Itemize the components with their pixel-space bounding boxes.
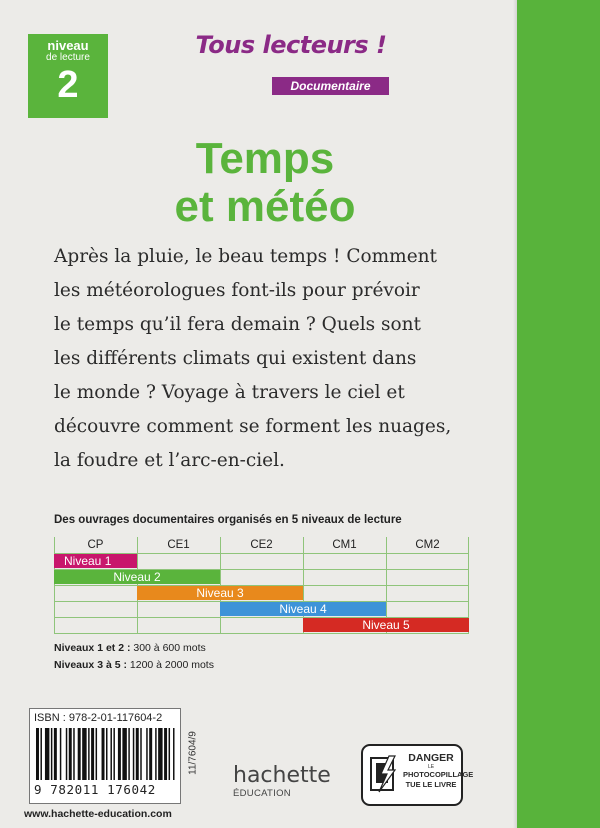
publisher-name: hachette bbox=[233, 763, 331, 788]
barcode-stripe bbox=[110, 728, 111, 780]
isbn-text: ISBN : 978-2-01-117604-2 bbox=[34, 712, 163, 724]
barcode-stripe bbox=[36, 728, 39, 780]
word-count-label: Niveaux 1 et 2 : bbox=[54, 642, 131, 654]
barcode-stripe bbox=[45, 728, 49, 780]
barcode-stripe bbox=[66, 728, 67, 780]
badge-level-number: 2 bbox=[57, 64, 79, 106]
level-bar-4: Niveau 4 bbox=[220, 602, 386, 616]
level-bar-1: Niveau 1 bbox=[54, 554, 137, 568]
barcode-stripe bbox=[164, 728, 167, 780]
barcode-stripe bbox=[173, 728, 174, 780]
barcode-stripe bbox=[91, 728, 94, 780]
blurb-line: les météorologues font-ils pour prévoir bbox=[54, 280, 420, 301]
book-title-line1: Temps bbox=[195, 134, 335, 183]
isbn-barcode-box bbox=[29, 708, 181, 804]
barcode-stripe bbox=[73, 728, 74, 780]
grid-column-ce2: CE2 bbox=[250, 539, 273, 551]
photocopy-warning bbox=[361, 744, 474, 806]
publisher-logo bbox=[233, 764, 331, 799]
barcode-stripe bbox=[106, 728, 107, 780]
danger-text bbox=[403, 752, 474, 790]
website-url: www.hachette-education.com bbox=[24, 808, 172, 820]
side-code-text: 11/7604/9 bbox=[187, 731, 199, 775]
barcode-stripe bbox=[78, 728, 81, 780]
barcode-stripe bbox=[88, 728, 89, 780]
barcode-stripe bbox=[113, 728, 114, 780]
word-count-label: Niveaux 3 à 5 : bbox=[54, 659, 127, 671]
side-code bbox=[186, 707, 200, 799]
series-tag: Documentaire bbox=[272, 77, 389, 95]
word-count-row bbox=[54, 657, 214, 674]
reading-level-badge bbox=[28, 34, 108, 118]
spine-shadow bbox=[513, 0, 517, 828]
blurb-line: découvre comment se forment les nuages, bbox=[54, 416, 452, 437]
danger-line: LE bbox=[427, 764, 435, 770]
barcode-stripe bbox=[146, 728, 147, 780]
barcode-stripe bbox=[133, 728, 134, 780]
green-spine bbox=[517, 0, 600, 828]
level-bar-5: Niveau 5 bbox=[303, 618, 469, 632]
barcode-stripe bbox=[96, 728, 97, 780]
grid-column-line bbox=[220, 537, 221, 633]
danger-line: DANGER bbox=[408, 752, 454, 764]
blurb-line: le monde ? Voyage à travers le ciel et bbox=[54, 382, 405, 403]
word-count-row bbox=[54, 640, 214, 657]
blurb-line: Après la pluie, le beau temps ! Comment bbox=[54, 246, 437, 267]
barcode-stripe bbox=[169, 728, 170, 780]
barcode-stripe bbox=[140, 728, 141, 780]
badge-sublabel: de lecture bbox=[46, 52, 90, 63]
barcode-stripe bbox=[102, 728, 105, 780]
grid-column-cm1: CM1 bbox=[332, 539, 357, 551]
book-title-line2: et météo bbox=[174, 182, 356, 231]
series-title: Tous lecteurs ! bbox=[195, 31, 387, 59]
grid-column-line bbox=[54, 537, 55, 633]
blurb-line: les différents climats qui existent dans bbox=[54, 348, 417, 369]
word-count-value: 1200 à 2000 mots bbox=[129, 659, 214, 671]
barcode-stripe bbox=[40, 728, 41, 780]
grid-column-ce1: CE1 bbox=[167, 539, 190, 551]
barcode-stripe bbox=[69, 728, 72, 780]
barcode-stripe bbox=[149, 728, 152, 780]
barcode-stripe bbox=[136, 728, 139, 780]
barcode-stripe bbox=[60, 728, 61, 780]
blurb-line: la foudre et l’arc-en-ciel. bbox=[54, 450, 285, 471]
level-bar-3: Niveau 3 bbox=[137, 586, 303, 600]
barcode-stripe bbox=[118, 728, 121, 780]
grid-row-line bbox=[54, 633, 469, 634]
levels-caption: Des ouvrages documentaires organisés en 5 niveaux de lecture bbox=[54, 514, 402, 526]
barcode-stripe bbox=[155, 728, 156, 780]
danger-line: PHOTOCOPILLAGE bbox=[403, 770, 474, 779]
barcode-stripe bbox=[54, 728, 57, 780]
barcode-stripe bbox=[158, 728, 162, 780]
photocopier-icon bbox=[369, 754, 399, 794]
grid-column-cm2: CM2 bbox=[415, 539, 440, 551]
level-bar-2: Niveau 2 bbox=[54, 570, 220, 584]
word-counts bbox=[54, 640, 214, 674]
barcode-stripe bbox=[122, 728, 126, 780]
barcode-stripe bbox=[51, 728, 52, 780]
badge-label: niveau bbox=[47, 38, 89, 53]
word-count-value: 300 à 600 mots bbox=[133, 642, 206, 654]
grid-column-line bbox=[137, 537, 138, 633]
publisher-sub: ÉDUCATION bbox=[233, 788, 291, 799]
barcode-digits: 9 782011 176042 bbox=[34, 782, 156, 797]
barcode-image bbox=[36, 728, 176, 780]
grid-column-cp: CP bbox=[87, 539, 104, 551]
barcode-stripe bbox=[128, 728, 129, 780]
book-title bbox=[100, 135, 430, 231]
danger-line: TUE LE LIVRE bbox=[405, 780, 457, 789]
blurb-line: le temps qu’il fera demain ? Quels sont bbox=[54, 314, 421, 335]
reading-levels-grid bbox=[54, 537, 469, 633]
barcode-stripe bbox=[82, 728, 86, 780]
back-cover-blurb bbox=[54, 240, 474, 478]
